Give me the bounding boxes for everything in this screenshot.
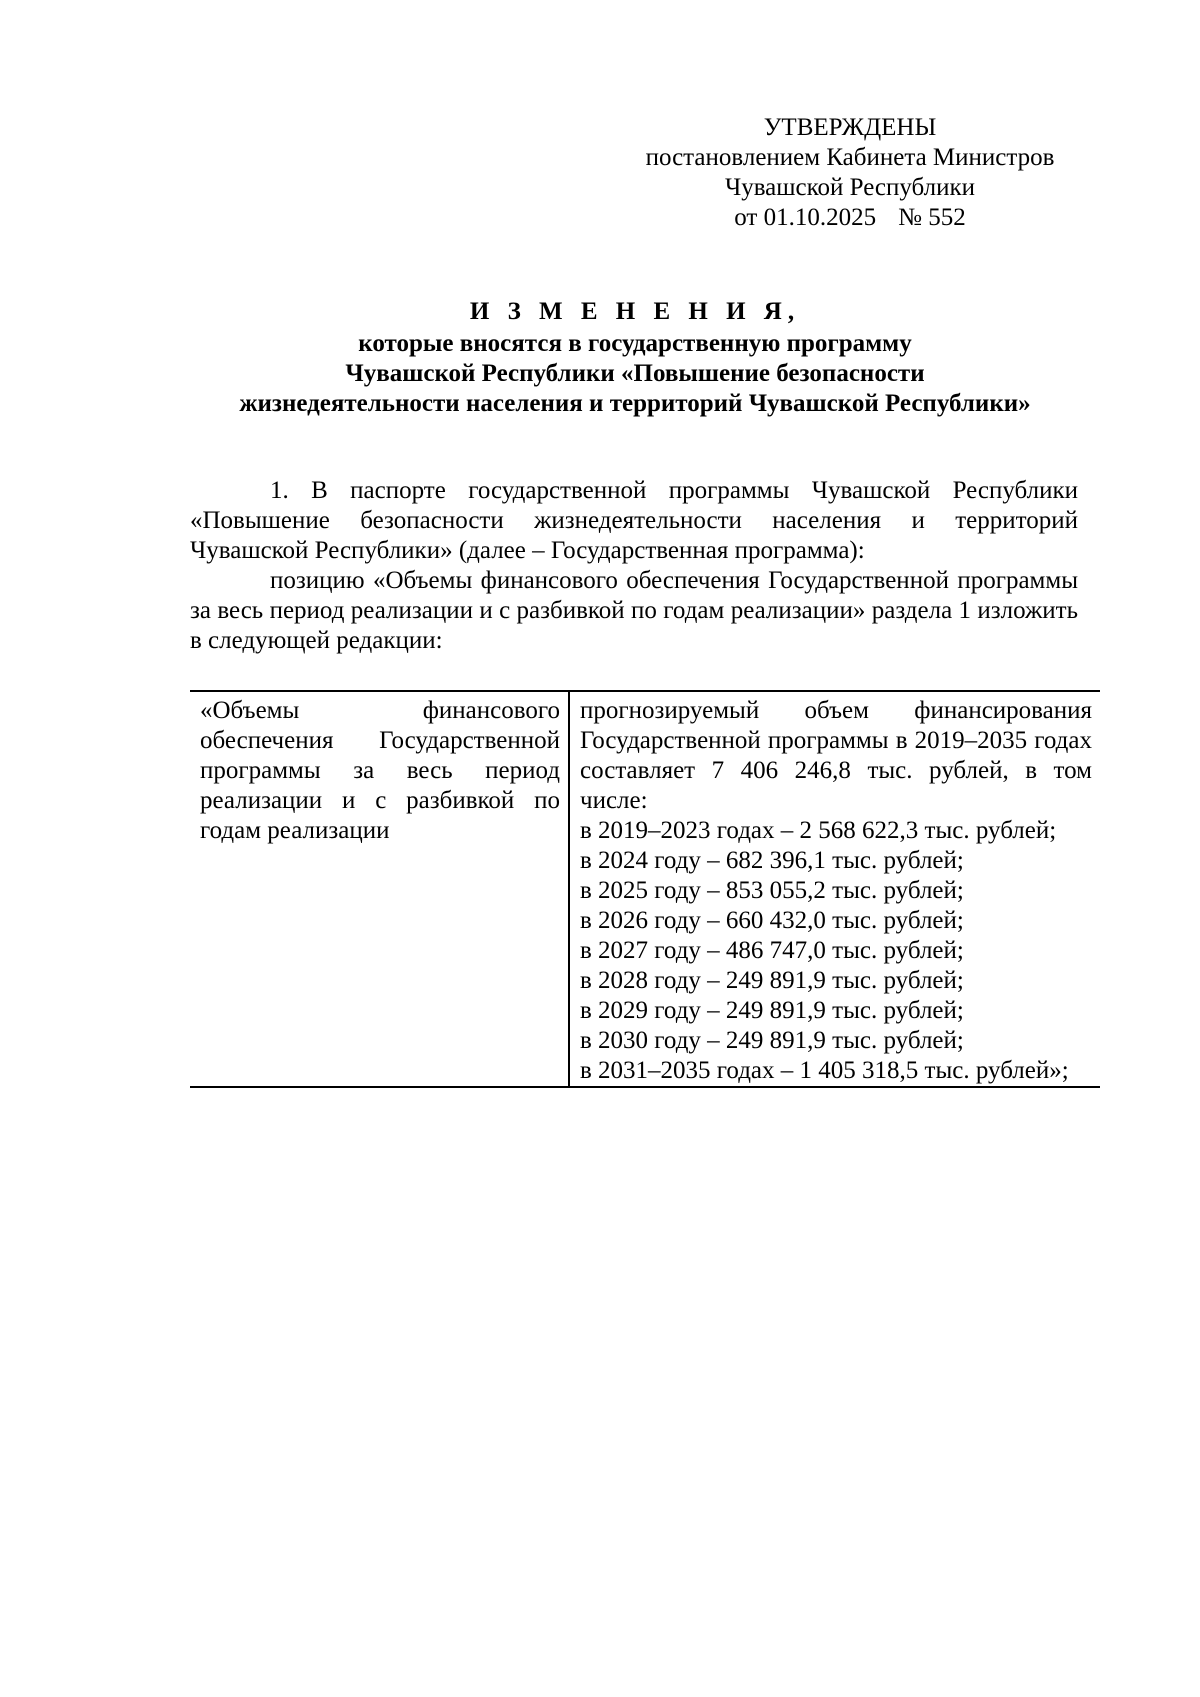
table-cell-position xyxy=(190,691,569,1087)
title-line-2: Чувашской Республики «Повышение безопасности xyxy=(345,360,925,387)
paragraph-1: 1. В паспорте государственной программы Чувашской Республики «Повышение безопасности жизнедеятельности населения и территорий Чувашской Республики» (далее – Государственная программа): xyxy=(190,477,1078,564)
funding-line: в 2027 году – 486 747,0 тыс. рублей; xyxy=(580,937,964,964)
approval-number: № 552 xyxy=(898,204,966,231)
title-line-1: которые вносятся в государственную программу xyxy=(358,330,912,357)
approval-stamp xyxy=(620,113,1080,233)
approval-issuer: постановлением Кабинета Министров xyxy=(645,144,1055,171)
funding-line: в 2028 году – 249 891,9 тыс. рублей; xyxy=(580,967,964,994)
approval-date-number xyxy=(620,203,1080,233)
position-label: «Объемы финансового обеспечения Государственной программы за весь период реализации и с разбивкой по годам реализации xyxy=(200,697,560,844)
funding-line: в 2025 году – 853 055,2 тыс. рублей; xyxy=(580,877,964,904)
funding-intro: прогнозируемый объем финансирования Государственной программы в 2019–2035 годах составляет 7 406 246,8 тыс. рублей, в том числе: xyxy=(580,697,1092,814)
table-cell-funding xyxy=(569,691,1100,1087)
funding-line: в 2030 году – 249 891,9 тыс. рублей; xyxy=(580,1027,964,1054)
funding-line: в 2026 году – 660 432,0 тыс. рублей; xyxy=(580,907,964,934)
approval-republic: Чувашской Республики xyxy=(724,174,976,201)
funding-line: в 2019–2023 годах – 2 568 622,3 тыс. рублей; xyxy=(580,817,1057,844)
document-body xyxy=(190,476,1078,656)
document-title xyxy=(190,297,1080,419)
funding-line: в 2029 году – 249 891,9 тыс. рублей; xyxy=(580,997,964,1024)
approval-date: от 01.10.2025 xyxy=(734,204,877,231)
table-row xyxy=(190,691,1100,1087)
title-heading: И З М Е Н Е Н И Я, xyxy=(469,298,801,325)
paragraph-2: позицию «Объемы финансового обеспечения Государственной программы за весь период реализации и с разбивкой по годам реализации» раздела 1 изложить в следующей редакции: xyxy=(190,567,1078,654)
passport-table xyxy=(190,690,1100,1088)
approval-title: УТВЕРЖДЕНЫ xyxy=(763,114,937,141)
funding-line: в 2031–2035 годах – 1 405 318,5 тыс. рублей»; xyxy=(580,1057,1069,1084)
funding-line: в 2024 году – 682 396,1 тыс. рублей; xyxy=(580,847,964,874)
title-line-3: жизнедеятельности населения и территорий Чувашской Республики» xyxy=(239,390,1031,417)
